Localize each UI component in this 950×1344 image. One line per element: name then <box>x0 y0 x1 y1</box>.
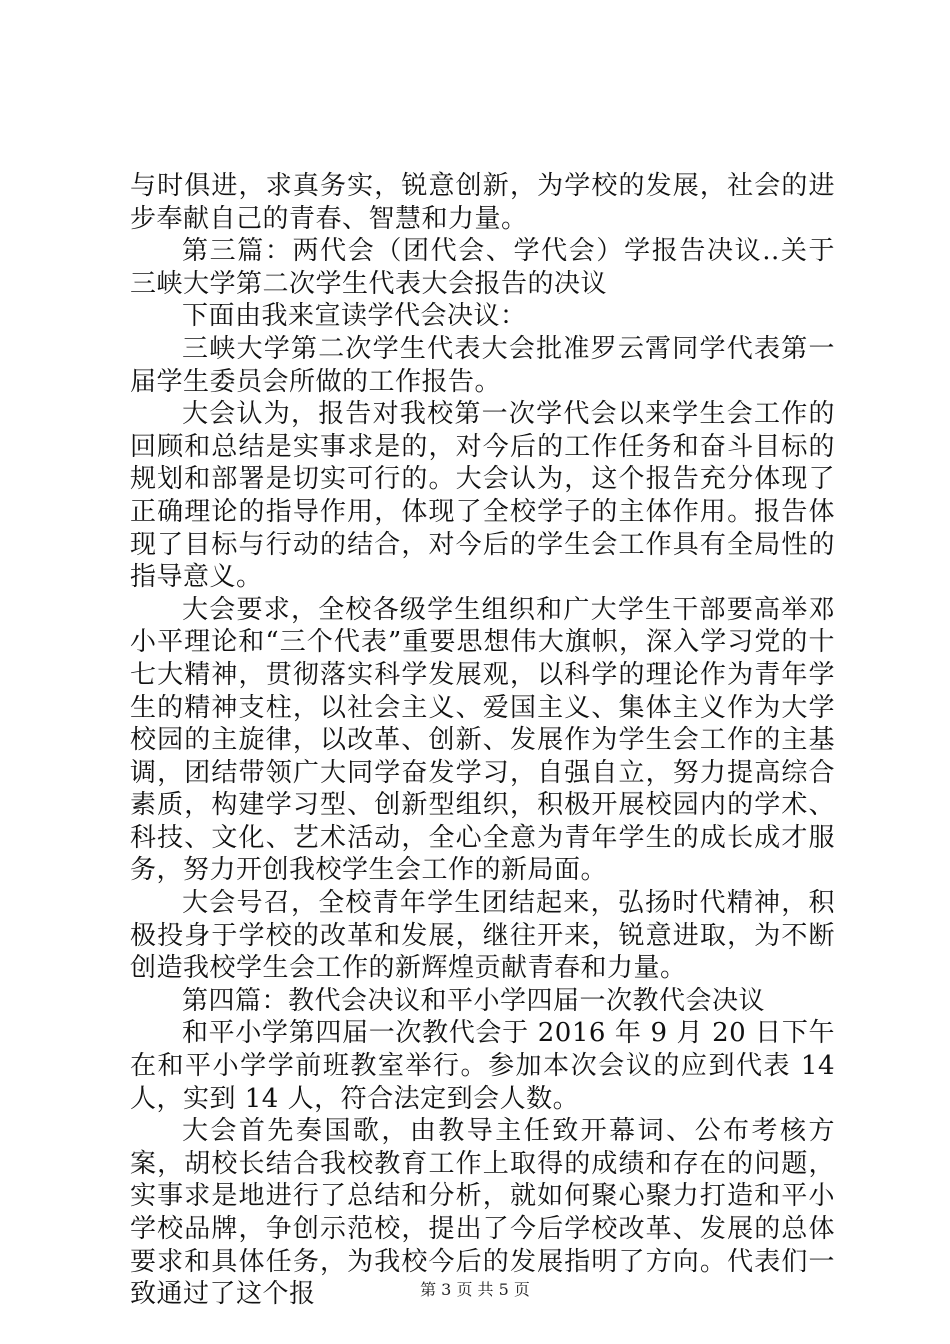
paragraph: 大会号召，全校青年学生团结起来，弘扬时代精神，积极投身于学校的改革和发展，继往开来，锐意进取，为不断创造我校学生会工作的新辉煌贡献青春和力量。 <box>130 888 835 984</box>
section-heading-third: 第三篇：两代会（团代会、学代会）学报告决议..关于三峡大学第二次学生代表大会报告的决议 <box>130 236 835 299</box>
paragraph: 大会要求，全校各级学生组织和广大学生干部要高举邓小平理论和“三个代表”重要思想伟大旗帜，深入学习党的十七大精神，贯彻落实科学发展观，以科学的理论作为青年学生的精神支柱，以社会主义、爱国主义、集体主义作为大学校园的主旋律，以改革、创新、发展作为学生会工作的主基调，团结带领广大同学奋发学习，自强自立，努力提高综合素质，构建学习型、创新型组织，积极开展校园内的学术、科技、文化、艺术活动，全心全意为青年学生的成长成才服务，努力开创我校学生会工作的新局面。 <box>130 594 835 886</box>
document-body <box>130 170 835 1311</box>
paragraph: 大会认为，报告对我校第一次学代会以来学生会工作的回顾和总结是实事求是的，对今后的工作任务和奋斗目标的规划和部署是切实可行的。大会认为，这个报告充分体现了正确理论的指导作用，体现了全校学子的主体作用。报告体现了目标与行动的结合，对今后的学生会工作具有全局性的指导意义。 <box>130 399 835 593</box>
paragraph-continuation: 与时俱进，求真务实，锐意创新，为学校的发展，社会的进步奉献自己的青春、智慧和力量。 <box>130 171 835 234</box>
paragraph: 下面由我来宣读学代会决议： <box>182 301 527 332</box>
paragraph: 三峡大学第二次学生代表大会批准罗云霄同学代表第一届学生委员会所做的工作报告。 <box>130 333 835 397</box>
paragraph: 和平小学第四届一次教代会于 2016 年 9 月 20 日下午在和平小学学前班教室举行。参加本次会议的应到代表 14 人，实到 14 人，符合法定到会人数。 <box>130 1018 835 1114</box>
page-number: 第 3 页 共 5 页 <box>420 1280 530 1299</box>
section-heading-fourth: 第四篇：教代会决议和平小学四届一次教代会决议 <box>182 985 766 1016</box>
page-footer <box>0 1277 950 1300</box>
paragraph: 大会首先奏国歌，由教导主任致开幕词、公布考核方案，胡校长结合我校教育工作上取得的成绩和存在的问题，实事求是地进行了总结和分析，就如何聚心聚力打造和平小学校品牌，争创示范校，提出了今后学校改革、发展的总体要求和具体任务，为我校今后的发展指明了方向。代表们一致通过了这个报 <box>130 1116 835 1310</box>
